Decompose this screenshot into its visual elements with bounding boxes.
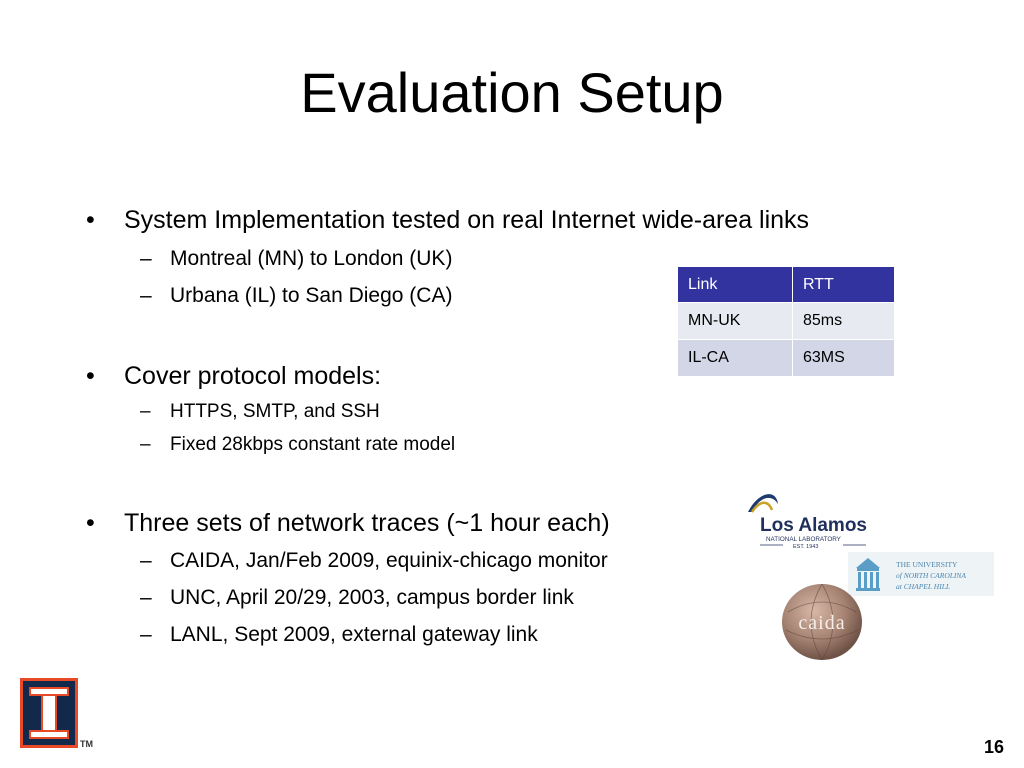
dash-glyph: – <box>140 623 152 646</box>
unc-line2: of NORTH CAROLINA <box>896 571 967 580</box>
table-cell: MN-UK <box>678 303 793 340</box>
lanl-est: EST. 1943 <box>793 544 819 550</box>
table-header-link: Link <box>678 267 793 303</box>
bullet-2-text: Cover protocol models: <box>124 362 382 390</box>
table-cell: 63MS <box>793 340 895 377</box>
sub-bullet-3-3-text: LANL, Sept 2009, external gateway link <box>170 623 538 646</box>
bullet-glyph: • <box>86 206 95 234</box>
bullet-3-text: Three sets of network traces (~1 hour each) <box>124 509 610 537</box>
dash-glyph: – <box>140 401 151 422</box>
table-row <box>678 340 895 377</box>
slide-title: Evaluation Setup <box>300 61 724 124</box>
bullet-glyph: • <box>86 509 95 537</box>
table-header-row <box>678 267 895 303</box>
sub-bullet-2-1-text: HTTPS, SMTP, and SSH <box>170 401 380 422</box>
trademark-label: TM <box>80 739 93 749</box>
rtt-table <box>678 267 895 376</box>
sub-bullet-3-1-text: CAIDA, Jan/Feb 2009, equinix-chicago monitor <box>170 549 608 572</box>
bullet-glyph: • <box>86 362 95 390</box>
caida-text: caida <box>798 612 846 634</box>
lanl-name: Los Alamos <box>760 515 867 536</box>
unc-logo <box>848 552 994 596</box>
table-cell: 85ms <box>793 303 895 340</box>
illinois-logo <box>20 678 78 748</box>
dash-glyph: – <box>140 586 152 609</box>
page-number: 16 <box>983 737 1004 757</box>
dash-glyph: – <box>140 549 152 572</box>
unc-line1: THE UNIVERSITY <box>896 560 958 569</box>
dash-glyph: – <box>140 247 152 270</box>
dash-glyph: – <box>140 434 151 455</box>
sub-bullet-2-2-text: Fixed 28kbps constant rate model <box>170 434 456 455</box>
dash-glyph: – <box>140 284 152 307</box>
los-alamos-logo <box>738 490 870 550</box>
sub-bullet-3-2-text: UNC, April 20/29, 2003, campus border link <box>170 586 574 609</box>
bullet-1-text: System Implementation tested on real Internet wide-area links <box>124 206 810 234</box>
caida-logo <box>780 582 864 662</box>
sub-bullet-1-2-text: Urbana (IL) to San Diego (CA) <box>170 284 453 307</box>
lanl-sub: NATIONAL LABORATORY <box>766 536 841 543</box>
sub-bullet-1-1-text: Montreal (MN) to London (UK) <box>170 247 453 270</box>
table-row <box>678 303 895 340</box>
unc-line3: at CHAPEL HILL <box>896 582 951 591</box>
table-header-rtt: RTT <box>793 267 895 303</box>
table-cell: IL-CA <box>678 340 793 377</box>
